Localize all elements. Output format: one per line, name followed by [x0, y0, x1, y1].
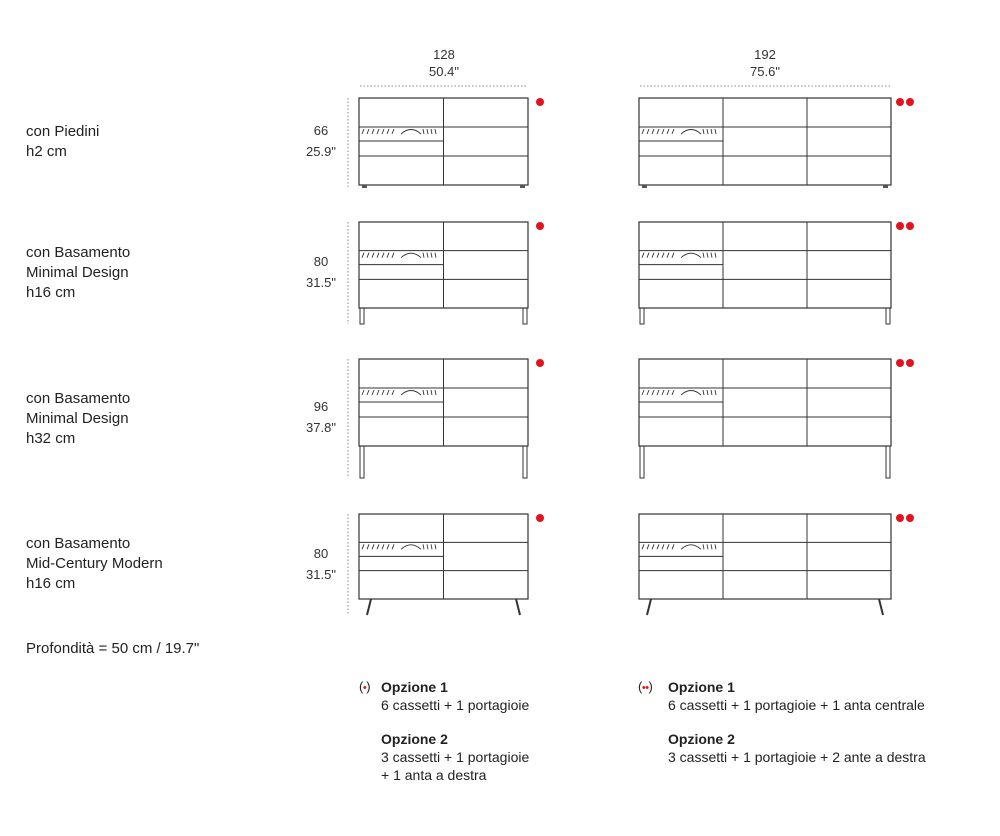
red-dot-icon	[906, 222, 914, 230]
height-inch: 31.5"	[306, 275, 336, 290]
option-1-title: Opzione 1	[381, 679, 448, 695]
option-2-title: Opzione 2	[668, 731, 735, 747]
option-1-title: Opzione 1	[668, 679, 735, 695]
row-label-line: h16 cm	[26, 284, 76, 301]
single-dot-symbol: (•)	[359, 679, 371, 694]
leg	[886, 446, 890, 478]
option-2-text: 3 cassetti + 1 portagioie + 2 ante a destra	[668, 749, 926, 765]
height-cm: 80	[313, 254, 329, 269]
row-label-line: Minimal Design	[26, 264, 129, 281]
red-dot-icon: •	[362, 682, 367, 694]
tapered-leg	[516, 599, 520, 615]
jewelry-tray-icon	[362, 544, 436, 549]
width-cm: 192	[754, 47, 776, 62]
foot	[883, 185, 888, 188]
row-label-line: Minimal Design	[26, 410, 129, 427]
leg	[523, 446, 527, 478]
leg	[640, 446, 644, 478]
row-label-line: h2 cm	[26, 143, 67, 160]
width-inch: 50.4"	[429, 64, 459, 79]
tapered-leg	[647, 599, 651, 615]
legend-double-dot	[638, 678, 926, 766]
option-2-text: 3 cassetti + 1 portagioie	[381, 749, 530, 765]
foot	[642, 185, 647, 188]
leg	[360, 308, 364, 324]
height-inch: 25.9"	[306, 144, 336, 159]
option-2-title: Opzione 2	[381, 731, 448, 747]
option-2-text: + 1 anta a destra	[381, 767, 487, 783]
foot	[362, 185, 367, 188]
height-cm: 96	[313, 399, 329, 414]
red-dot-icon	[896, 514, 904, 522]
jewelry-tray-icon	[642, 253, 716, 258]
row-label-line: con Basamento	[26, 535, 131, 552]
row-label-line: con Piedini	[26, 123, 100, 140]
red-dot-icon	[896, 222, 904, 230]
red-dot-icon	[536, 514, 544, 522]
row-label-line: con Basamento	[26, 244, 131, 261]
red-dot-icon	[536, 98, 544, 106]
width-cm: 128	[433, 47, 455, 62]
option-1-text: 6 cassetti + 1 portagioie + 1 anta centrale	[668, 697, 925, 713]
red-dot-icon	[906, 98, 914, 106]
row-label-line: Mid-Century Modern	[26, 555, 163, 572]
width-inch: 75.6"	[750, 64, 780, 79]
double-dot-symbol: (••)	[638, 679, 653, 694]
height-cm: 66	[313, 123, 329, 138]
row-label-line: h32 cm	[26, 430, 76, 447]
jewelry-tray-icon	[362, 390, 436, 395]
legend-single-dot	[359, 678, 530, 784]
jewelry-tray-icon	[642, 544, 716, 549]
leg	[523, 308, 527, 324]
jewelry-tray-icon	[362, 253, 436, 258]
tapered-leg	[879, 599, 883, 615]
foot	[520, 185, 525, 188]
row-label-line: con Basamento	[26, 390, 131, 407]
depth-note: Profondità = 50 cm / 19.7"	[26, 640, 200, 657]
leg	[640, 308, 644, 324]
jewelry-tray-icon	[642, 390, 716, 395]
tapered-leg	[367, 599, 371, 615]
red-dot-icon	[896, 359, 904, 367]
row-label-line: h16 cm	[26, 575, 76, 592]
red-dot-icon	[906, 514, 914, 522]
height-cm: 80	[313, 546, 329, 561]
leg	[886, 308, 890, 324]
red-dot-icon	[896, 98, 904, 106]
red-dot-icon	[536, 222, 544, 230]
leg	[360, 446, 364, 478]
red-dots-icon: ••	[641, 682, 649, 694]
height-inch: 37.8"	[306, 420, 336, 435]
jewelry-tray-icon	[362, 129, 436, 134]
jewelry-tray-icon	[642, 129, 716, 134]
height-inch: 31.5"	[306, 567, 336, 582]
red-dot-icon	[906, 359, 914, 367]
option-1-text: 6 cassetti + 1 portagioie	[381, 697, 530, 713]
red-dot-icon	[536, 359, 544, 367]
